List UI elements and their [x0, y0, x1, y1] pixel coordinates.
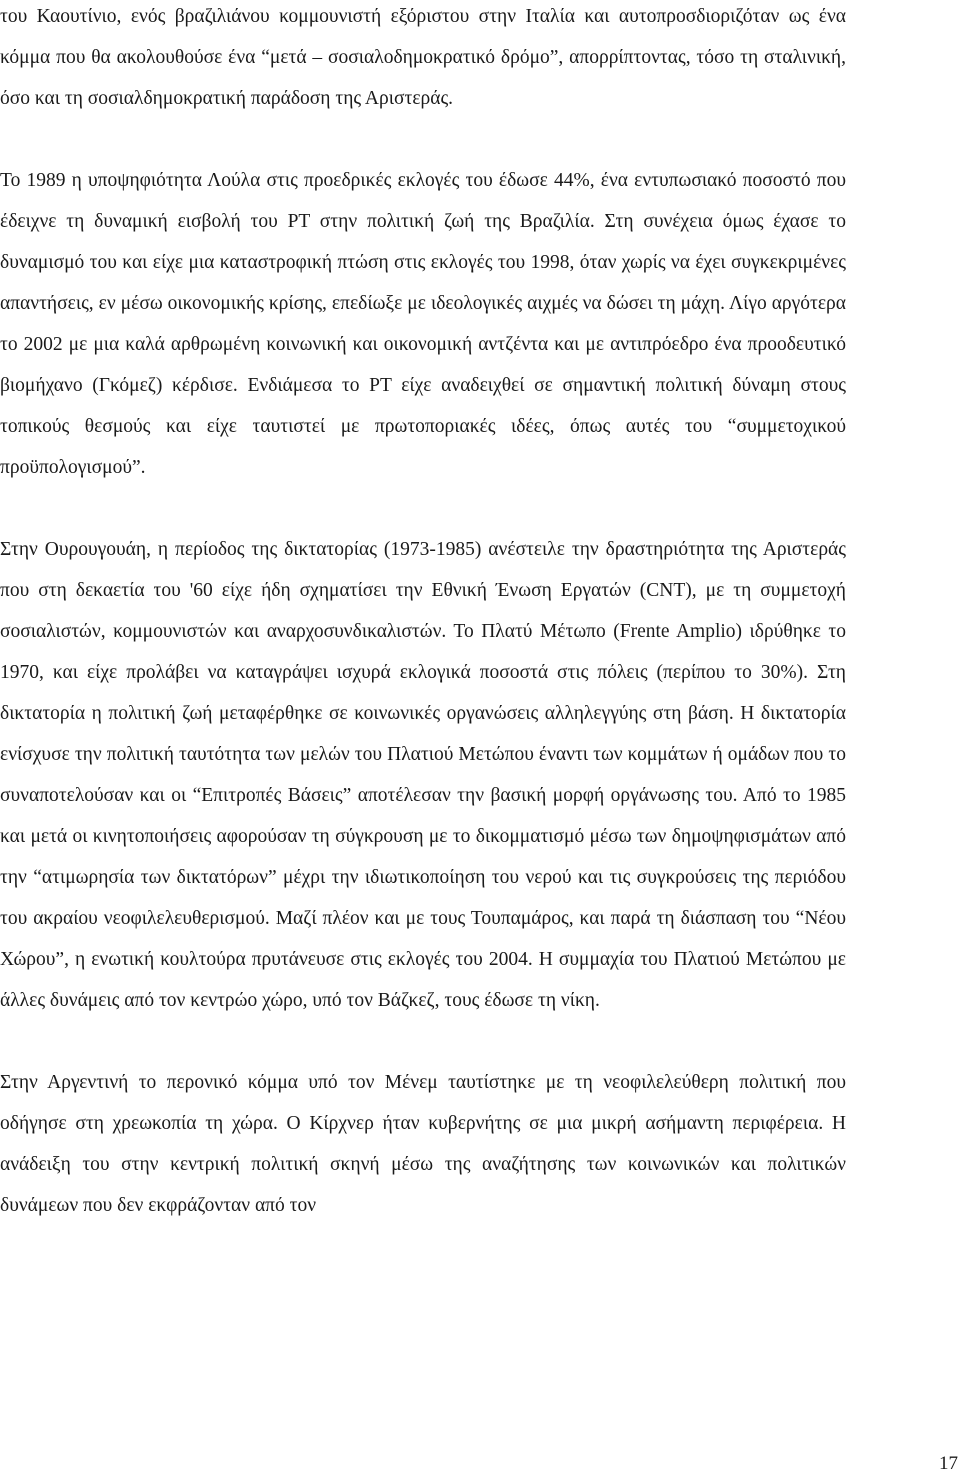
paragraph-1: του Καουτίνιο, ενός βραζιλιάνου κομμουνιστή εξόριστου στην Ιταλία και αυτοπροσδιοριζόταν ως ένα κόμμα που θα ακολουθούσε ένα “μετά – σοσιαλοδημοκρατικό δρόμο”, απορρίπτοντας, τόσο τη σταλινική, όσο και τη σοσιαλδημοκρατική παράδοση της Αριστεράς.	[0, 6, 846, 109]
paragraph-2: Το 1989 η υποψηφιότητα Λούλα στις προεδρικές εκλογές του έδωσε 44%, ένα εντυπωσιακό ποσοστό που έδειχνε τη δυναμική εισβολή του PT στην πολιτική ζωή της Βραζιλία. Στη συνέχεια όμως έχασε το δυναμισμό του και είχε μια καταστροφική πτώση στις εκλογές του 1998, όταν χωρίς να έχει συγκεκριμένες απαντήσεις, εν μέσω οικονομικής κρίσης, επεδίωξε με ιδεολογικές αιχμές να δώσει τη μάχη. Λίγο αργότερα το 2002 με μια καλά αρθρωμένη κοινωνική και οικονομική αντζέντα και με αντιπρόεδρο ένα προοδευτικό βιομήχανο (Γκόμεζ) κέρδισε. Ενδιάμεσα το PT είχε αναδειχθεί σε σημαντική πολιτική δύναμη στους τοπικούς θεσμούς και είχε ταυτιστεί με πρωτοποριακές ιδέες, όπως αυτές του “συμμετοχικού προϋπολογισμού”.	[0, 170, 846, 478]
paragraph-3: Στην Ουρουγουάη, η περίοδος της δικτατορίας (1973-1985) ανέστειλε την δραστηριότητα της Αριστεράς που στη δεκαετία του '60 είχε ήδη σχηματίσει την Εθνική Ένωση Εργατών (CNT), με τη συμμετοχή σοσιαλιστών, κομμουνιστών και αναρχοσυνδικαλιστών. Το Πλατύ Μέτωπο (Frente Amplio) ιδρύθηκε το 1970, και είχε προλάβει να καταγράψει ισχυρά εκλογικά ποσοστά στις πόλεις (περίπου το 30%). Στη δικτατορία η πολιτική ζωή μεταφέρθηκε σε κοινωνικές οργανώσεις αλληλεγγύης στη βάση. Η δικτατορία ενίσχυσε την πολιτική ταυτότητα των μελών του Πλατιού Μετώπου έναντι των κομμάτων ή ομάδων που το συναποτελούσαν και οι “Επιτροπές Βάσεις” αποτέλεσαν την βασική μορφή οργάνωσης του. Από το 1985 και μετά οι κινητοποιήσεις αφορούσαν τη σύγκρουση με το δικομματισμό μέσω των δημοψηφισμάτων από την “ατιμωρησία των δικτατόρων” μέχρι την ιδιωτικοποίηση του νερού και τις συγκρούσεις της περιόδου του ακραίου νεοφιλελευθερισμού. Μαζί πλέον και με τους Τουπαμάρος, και παρά τη διάσπαση του “Νέου Χώρου”, η ενωτική κουλτούρα πρυτάνευσε στις εκλογές του 2004. Η συμμαχία του Πλατιού Μετώπου με άλλες δυνάμεις από τον κεντρώο χώρο, υπό τον Βάζκεζ, τους έδωσε τη νίκη.	[0, 539, 846, 1011]
page-number: 17	[939, 1453, 958, 1474]
paragraph-4: Στην Αργεντινή το περονικό κόμμα υπό τον Μένεμ ταυτίστηκε με τη νεοφιλελεύθερη πολιτική που οδήγησε στη χρεωκοπία τη χώρα. Ο Κίρχνερ ήταν κυβερνήτης σε μια μικρή ασήμαντη περιφέρεια. Η ανάδειξη του στην κεντρική πολιτική σκηνή μέσω της αναζήτησης των κοινωνικών και πολιτικών δυνάμεων που δεν εκφράζονταν από τον	[0, 1072, 846, 1216]
